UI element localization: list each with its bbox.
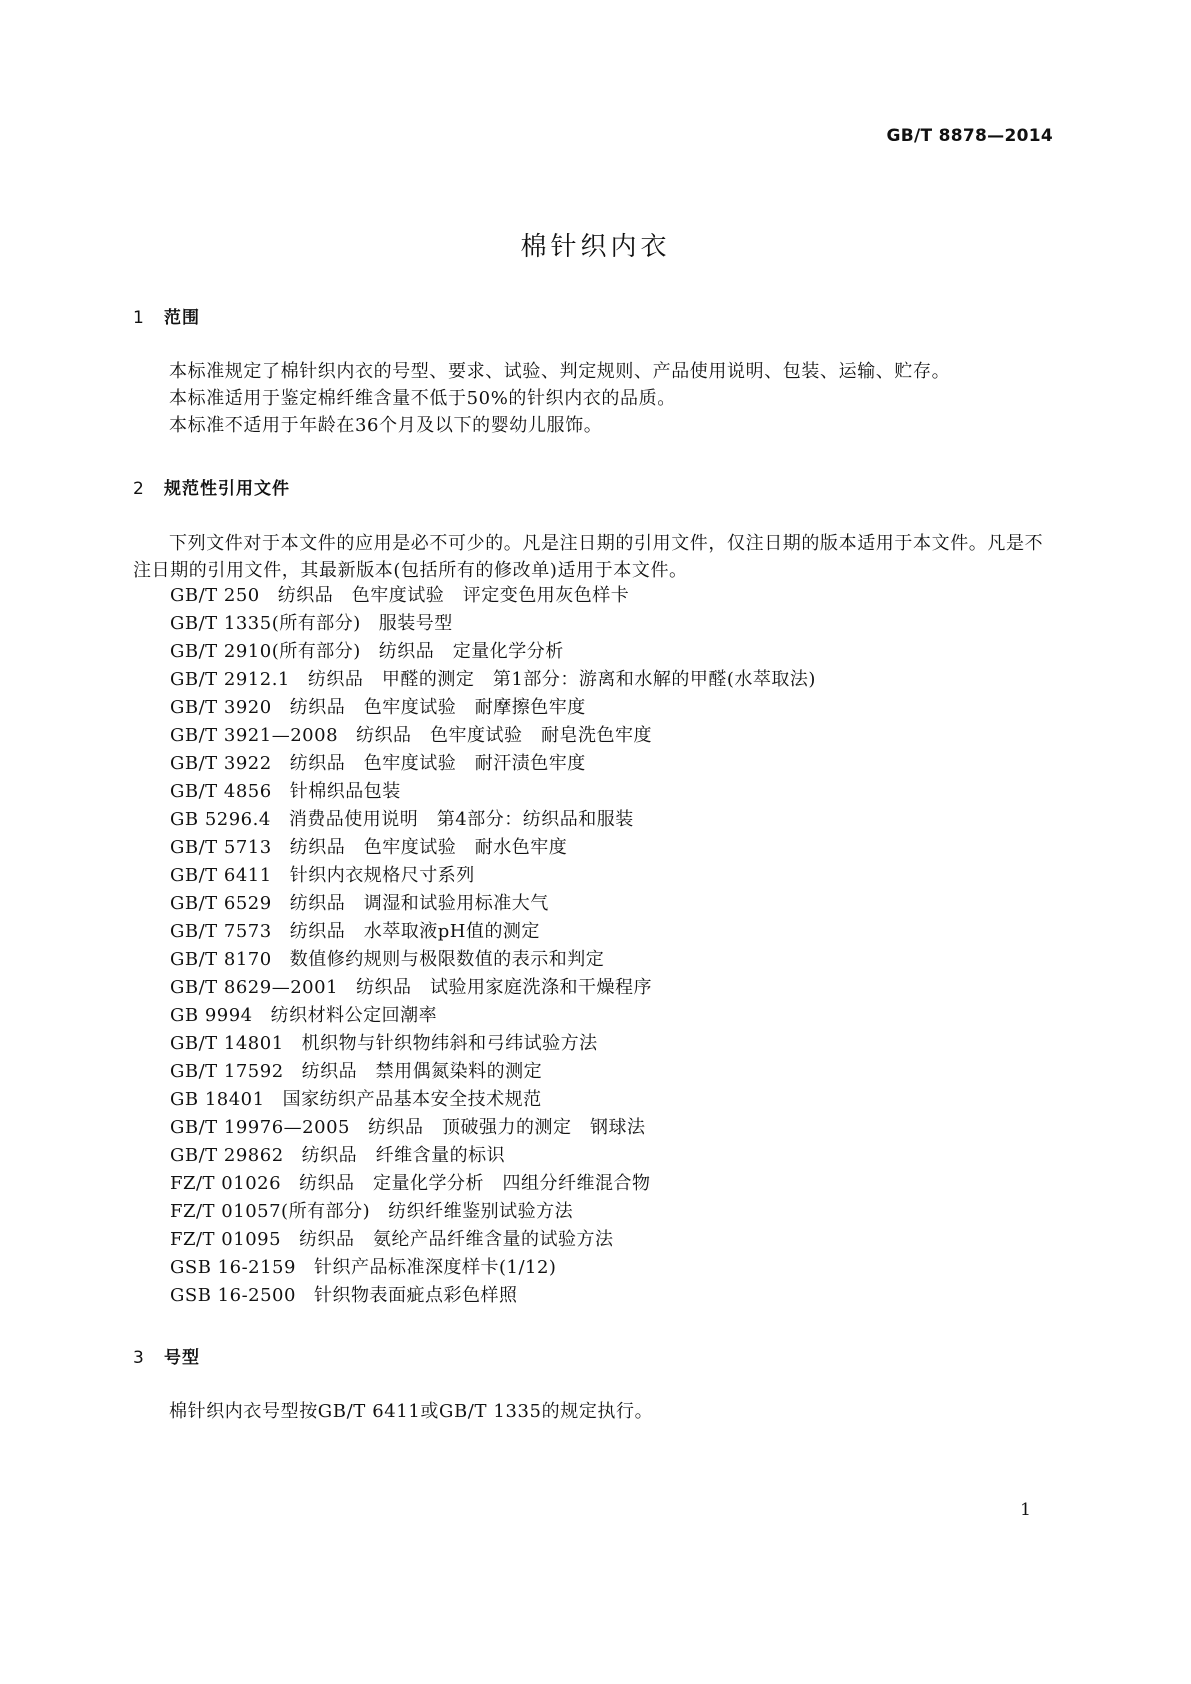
section-label: 范围 <box>164 308 200 328</box>
reference-item <box>170 722 816 750</box>
reference-item <box>170 610 816 638</box>
reference-title: 针织产品标准深度样卡(1/12) <box>313 1257 557 1278</box>
reference-title: 纺织材料公定回潮率 <box>270 1005 438 1026</box>
scope-paragraph: 本标准适用于鉴定棉纤维含量不低于50%的针织内衣的品质。 <box>169 388 676 409</box>
section-heading-sizing <box>133 1343 200 1368</box>
reference-code: GB/T 3920 <box>170 697 272 718</box>
reference-code: FZ/T 01026 <box>170 1173 282 1194</box>
reference-item <box>170 946 816 974</box>
normative-intro-paragraph: 下列文件对于本文件的应用是必不可少的。凡是注日期的引用文件，仅注日期的版本适用于本文件。凡是不注日期的引用文件，其最新版本(包括所有的修改单)适用于本文件。 <box>133 533 1044 581</box>
reference-title: 针棉织品包装 <box>289 781 401 802</box>
reference-item <box>170 862 816 890</box>
scope-paragraph: 本标准不适用于年龄在36个月及以下的婴幼儿服饰。 <box>169 415 603 436</box>
reference-title: 纺织纤维鉴别试验方法 <box>388 1201 574 1222</box>
reference-title: 消费品使用说明 第4部分：纺织品和服装 <box>288 809 634 830</box>
reference-title: 服装号型 <box>378 613 453 634</box>
reference-item <box>170 750 816 778</box>
reference-code: FZ/T 01095 <box>170 1229 282 1250</box>
reference-code: GB/T 8629—2001 <box>170 977 339 998</box>
scope-paragraph: 本标准规定了棉针织内衣的号型、要求、试验、判定规则、产品使用说明、包装、运输、贮存。 <box>169 361 951 382</box>
reference-title: 纺织品 氨纶产品纤维含量的试验方法 <box>299 1229 614 1250</box>
section-label: 规范性引用文件 <box>164 479 290 499</box>
reference-item <box>170 694 816 722</box>
reference-title: 纺织品 顶破强力的测定 钢球法 <box>367 1117 646 1138</box>
reference-item <box>170 806 816 834</box>
section-label: 号型 <box>164 1348 200 1368</box>
reference-item <box>170 1142 816 1170</box>
reference-code: GB/T 7573 <box>170 921 272 942</box>
reference-item <box>170 1086 816 1114</box>
sizing-paragraph: 棉针织内衣号型按GB/T 6411或GB/T 1335的规定执行。 <box>169 1401 654 1422</box>
reference-code: GB/T 1335(所有部分) <box>170 613 361 634</box>
reference-code: GB/T 6529 <box>170 893 272 914</box>
reference-code: GB/T 8170 <box>170 949 272 970</box>
reference-code: GB/T 29862 <box>170 1145 284 1166</box>
reference-item <box>170 1226 816 1254</box>
reference-title: 数值修约规则与极限数值的表示和判定 <box>289 949 605 970</box>
reference-code: GB/T 2910(所有部分) <box>170 641 361 662</box>
page-number: 1 <box>1020 1500 1031 1520</box>
reference-item <box>170 1254 816 1282</box>
section-number: 1 <box>133 308 144 328</box>
reference-code: GB 18401 <box>170 1089 265 1110</box>
reference-code: GB/T 6411 <box>170 865 272 886</box>
reference-code: GB 9994 <box>170 1005 253 1026</box>
reference-title: 纺织品 定量化学分析 四组分纤维混合物 <box>299 1173 651 1194</box>
reference-item <box>170 1170 816 1198</box>
reference-item <box>170 1114 816 1142</box>
reference-title: 纺织品 定量化学分析 <box>378 641 564 662</box>
reference-item <box>170 1058 816 1086</box>
reference-code: GSB 16-2159 <box>170 1257 296 1278</box>
section-heading-normative-references <box>133 474 290 499</box>
standard-code: GB/T 8878—2014 <box>886 126 1053 146</box>
reference-title: 纺织品 纤维含量的标识 <box>301 1145 506 1166</box>
reference-item <box>170 638 816 666</box>
section-number: 3 <box>133 1348 144 1368</box>
reference-code: FZ/T 01057(所有部分) <box>170 1201 371 1222</box>
reference-code: GB/T 19976—2005 <box>170 1117 350 1138</box>
reference-list <box>170 582 816 1310</box>
reference-code: GB/T 3921—2008 <box>170 725 339 746</box>
reference-title: 纺织品 色牢度试验 耐摩擦色牢度 <box>289 697 586 718</box>
reference-title: 纺织品 色牢度试验 耐皂洗色牢度 <box>356 725 653 746</box>
reference-title: 纺织品 色牢度试验 耐水色牢度 <box>289 837 568 858</box>
reference-item <box>170 778 816 806</box>
reference-code: GB/T 4856 <box>170 781 272 802</box>
scope-body <box>133 358 1061 439</box>
reference-item <box>170 1030 816 1058</box>
reference-code: GB/T 3922 <box>170 753 272 774</box>
reference-item <box>170 834 816 862</box>
reference-code: GSB 16-2500 <box>170 1285 296 1306</box>
document-title: 棉针织内衣 <box>520 232 671 262</box>
reference-title: 纺织品 禁用偶氮染料的测定 <box>301 1061 543 1082</box>
reference-item <box>170 974 816 1002</box>
reference-code: GB/T 250 <box>170 585 260 606</box>
normative-intro <box>133 530 1061 584</box>
reference-title: 纺织品 色牢度试验 耐汗渍色牢度 <box>289 753 586 774</box>
reference-code: GB 5296.4 <box>170 809 271 830</box>
reference-title: 纺织品 甲醛的测定 第1部分：游离和水解的甲醛(水萃取法) <box>307 669 816 690</box>
reference-title: 纺织品 试验用家庭洗涤和干燥程序 <box>356 977 653 998</box>
reference-title: 纺织品 调湿和试验用标准大气 <box>289 893 549 914</box>
section-number: 2 <box>133 479 144 499</box>
reference-title: 纺织品 水萃取液pH值的测定 <box>289 921 540 942</box>
reference-item <box>170 1282 816 1310</box>
reference-code: GB/T 14801 <box>170 1033 284 1054</box>
section-heading-scope <box>133 303 200 328</box>
reference-code: GB/T 2912.1 <box>170 669 290 690</box>
sizing-body <box>133 1398 1061 1425</box>
reference-item <box>170 666 816 694</box>
reference-item <box>170 890 816 918</box>
reference-title: 纺织品 色牢度试验 评定变色用灰色样卡 <box>277 585 630 606</box>
reference-title: 国家纺织产品基本安全技术规范 <box>282 1089 542 1110</box>
reference-title: 针织内衣规格尺寸系列 <box>289 865 475 886</box>
reference-title: 机织物与针织物纬斜和弓纬试验方法 <box>301 1033 598 1054</box>
reference-item <box>170 582 816 610</box>
reference-item <box>170 1002 816 1030</box>
reference-item <box>170 1198 816 1226</box>
reference-title: 针织物表面疵点彩色样照 <box>313 1285 518 1306</box>
reference-code: GB/T 17592 <box>170 1061 284 1082</box>
reference-code: GB/T 5713 <box>170 837 272 858</box>
reference-item <box>170 918 816 946</box>
